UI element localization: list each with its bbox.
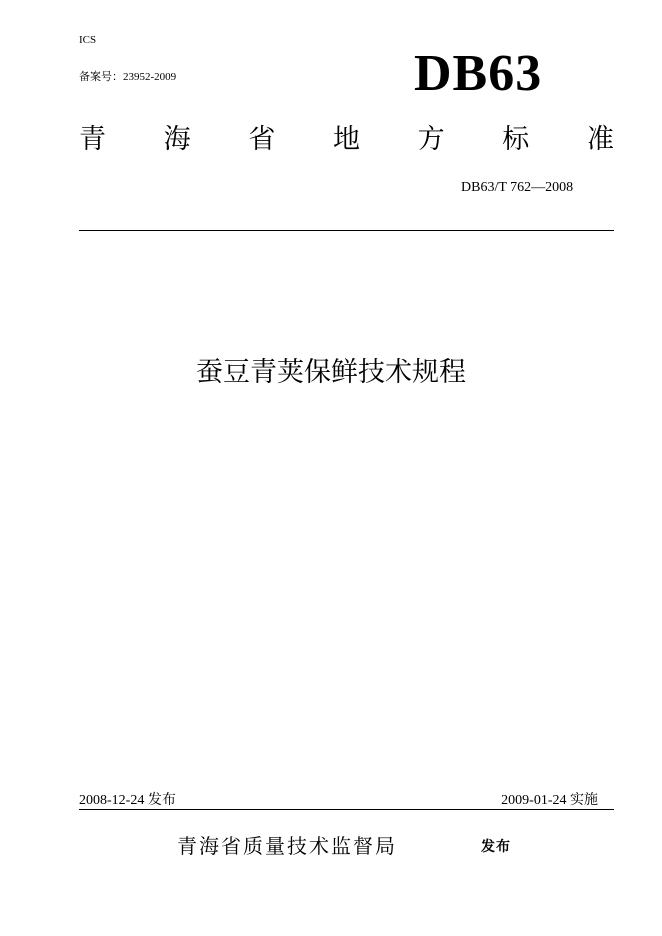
standard-type-heading xyxy=(79,120,614,160)
heading-char: 准 xyxy=(586,124,614,155)
issuer-name: 青海省质量技术监督局 xyxy=(177,834,397,858)
heading-char: 省 xyxy=(248,124,276,155)
bottom-divider xyxy=(79,809,614,810)
registration-number: 备案号：23952-2009 xyxy=(79,71,177,83)
document-title-text: 蚕豆青荚保鲜技术规程 xyxy=(196,357,466,388)
heading-char: 地 xyxy=(332,124,360,155)
heading-char: 方 xyxy=(417,124,445,155)
implement-date-value: 2009-01-24 xyxy=(501,793,567,808)
standard-code: DB63 xyxy=(414,45,543,102)
issuer-suffix: 发布 xyxy=(481,839,511,855)
implement-label: 实施 xyxy=(570,792,598,808)
heading-char: 海 xyxy=(163,124,191,155)
standard-number: DB63/T 762—2008 xyxy=(461,180,574,195)
implement-date xyxy=(501,789,598,809)
publish-date xyxy=(79,789,176,809)
document-title xyxy=(0,350,662,389)
heading-char: 标 xyxy=(502,124,530,155)
publish-label: 发布 xyxy=(147,792,176,808)
publish-date-value: 2008-12-24 xyxy=(79,793,145,808)
ics-label: ICS xyxy=(79,34,97,46)
top-divider xyxy=(79,230,614,231)
heading-char: 青 xyxy=(79,124,106,155)
